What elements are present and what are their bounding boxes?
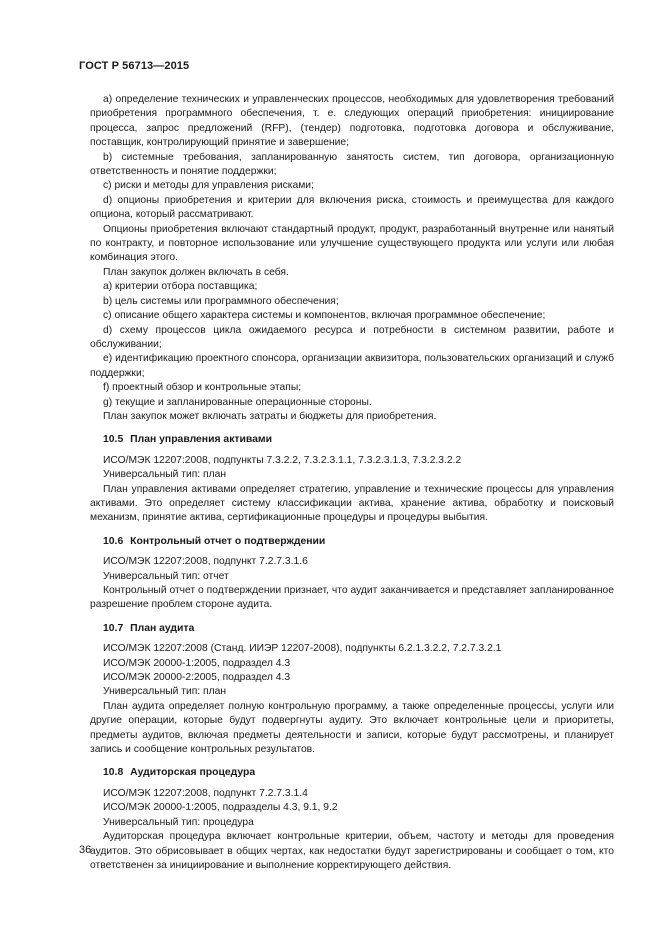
paragraph: Опционы приобретения включают стандартный продукт, продукт, разработанный внутренне или нанятый по контракту, и повторное использование или улучшение существующего продукта или услуги или любая комбинация этого. — [90, 223, 614, 264]
section-10-5 — [90, 433, 614, 525]
section-title: План аудита — [130, 622, 195, 634]
section-number: 10.5 — [103, 434, 124, 446]
list-item: c) описание общего характера системы и компонентов, включая программное обеспечение; — [103, 310, 546, 322]
reference-line: ИСО/МЭК 20000-1:2005, подразделы 4.3, 9.1, 9.2 — [103, 802, 338, 814]
section-title: Аудиторская процедура — [130, 767, 256, 779]
section-body: Контрольный отчет о подтверждении признает, что аудит заканчивается и представляет запланированное разрешение проблем стороне аудита. — [90, 585, 614, 611]
reference-line: ИСО/МЭК 12207:2008, подпункты 7.3.2.2, 7.3.2.3.1.1, 7.3.2.3.1.3, 7.3.2.3.2.2 — [103, 454, 462, 466]
document-body — [90, 93, 614, 873]
list-item: b) системные требования, запланированную занятость систем, тип договора, организационную ответственность и понятие поддержки; — [90, 151, 614, 178]
list-item: d) опционы приобретения и критерии для включения риска, стоимость и преимущества для каждого опциона, который рассматривают. — [90, 194, 614, 221]
section-number: 10.8 — [103, 767, 124, 779]
intro-list — [90, 93, 614, 424]
reference-line: Универсальный тип: план — [103, 686, 227, 698]
list-item: f) проектный обзор и контрольные этапы; — [103, 382, 302, 394]
reference-line: Универсальный тип: план — [103, 469, 227, 481]
section-10-6 — [90, 535, 614, 613]
section-body: План управления активами определяет стратегию, управление и технические процессы для управления активами. Это определяет систему классификации актива, хранение актива, обработку и поисковый механизм, принятие актива, сертификационные процедуры и процедуры выбытия. — [90, 483, 614, 524]
reference-line: ИСО/МЭК 12207:2008, подпункт 7.2.7.3.1.6 — [103, 556, 308, 568]
list-item: c) риски и методы для управления рисками; — [103, 180, 314, 192]
section-heading — [90, 535, 614, 549]
paragraph: План закупок должен включать в себя. — [103, 266, 289, 278]
section-heading — [90, 433, 614, 447]
reference-line: ИСО/МЭК 12207:2008, подпункт 7.2.7.3.1.4 — [103, 787, 308, 799]
list-item: e) идентификацию проектного спонсора, организации аквизитора, пользовательских организаций и служб поддержки; — [90, 353, 614, 379]
section-body: План аудита определяет полную контрольную программу, а также определенные процессы, услуги или другие операции, которые будут подвергнуты аудиту. Это включает контрольные цели и приоритеты, предметы аудитов, включая предметы деятельности и записи, которые будут рассмотрены, и планирует запись и сообщение контрольных результатов. — [90, 700, 614, 756]
document-header: ГОСТ Р 56713—2015 — [79, 60, 190, 72]
page-number: 36 — [79, 844, 92, 856]
section-title: Контрольный отчет о подтверждении — [130, 535, 326, 547]
reference-line: ИСО/МЭК 12207:2008 (Станд. ИИЭР 12207-2008), подпункты 6.2.1.3.2.2, 7.2.7.3.2.1 — [103, 643, 502, 655]
section-body: Аудиторская процедура включает контрольные критерии, объем, частоту и методы для проведения аудитов. Это обрисовывает в общих чертах, как недостатки будут зарегистрированы и сообщает о том, кто ответственен за инициирование и выполнение корректирующего действия. — [90, 831, 614, 871]
reference-line: ИСО/МЭК 20000-2:2005, подраздел 4.3 — [103, 672, 291, 684]
list-item: g) текущие и запланированные операционные стороны. — [103, 396, 372, 408]
section-heading — [90, 622, 614, 636]
section-number: 10.6 — [103, 535, 124, 547]
list-item: d) схему процессов цикла ожидаемого ресурса и потребности в системном развитии, работе и обслуживании; — [90, 324, 614, 350]
section-number: 10.7 — [103, 622, 124, 634]
list-item: b) цель системы или программного обеспечения; — [103, 295, 339, 307]
reference-line: Универсальный тип: процедура — [103, 816, 254, 828]
section-10-8 — [90, 766, 614, 873]
reference-line: Универсальный тип: отчет — [103, 570, 229, 582]
section-10-7 — [90, 622, 614, 758]
paragraph: План закупок может включать затраты и бюджеты для приобретения. — [103, 410, 437, 422]
list-item: a) критерии отбора поставщика; — [103, 281, 258, 293]
list-item: a) определение технических и управленческих процессов, необходимых для удовлетворения требований приобретения программного обеспечения, т. е. следующих операций приобретения: инициирование процесса, запрос предложений (RFP), (тендер) подготовка, подготовка договора и обслуживание, поставщик, контролирующий принятие и завершение; — [90, 94, 614, 149]
section-heading — [90, 766, 614, 780]
section-title: План управления активами — [130, 434, 272, 446]
reference-line: ИСО/МЭК 20000-1:2005, подраздел 4.3 — [103, 657, 291, 669]
